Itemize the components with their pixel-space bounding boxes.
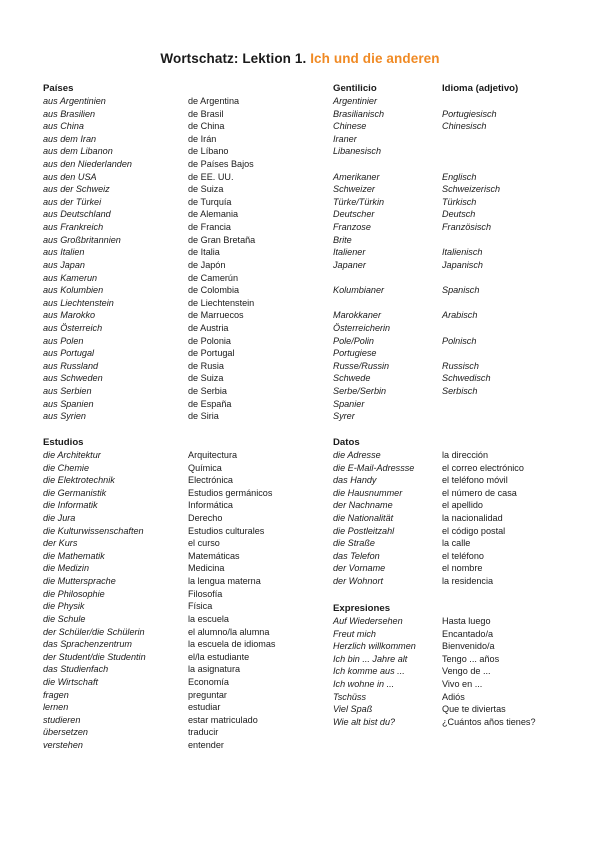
list-item <box>442 133 500 146</box>
list-item: Viel Spaß <box>333 704 373 715</box>
list-item: aus Italien <box>43 247 85 258</box>
list-item: Japaner <box>333 259 366 270</box>
list-item: die Medizin <box>43 563 89 574</box>
list-item: Herzlich willkommen <box>333 641 416 652</box>
list-item: entender <box>188 740 224 751</box>
list-item: Serbisch <box>442 386 478 397</box>
expresiones-german-list <box>333 615 416 728</box>
list-item: la dirección <box>442 450 488 460</box>
list-item: Englisch <box>442 171 477 182</box>
list-item: studieren <box>43 714 81 725</box>
list-item <box>442 234 500 247</box>
list-item: Kolumbianer <box>333 285 385 296</box>
list-item: Argentinier <box>333 96 377 106</box>
list-item: Chinesisch <box>442 121 487 132</box>
list-item: el/la estudiante <box>188 651 250 662</box>
list-item: de España <box>188 398 232 409</box>
list-item: de Polonia <box>188 335 231 346</box>
list-item: de EE. UU. <box>188 171 234 182</box>
list-item: de Líbano <box>188 146 229 157</box>
list-item: Arquitectura <box>188 450 238 460</box>
list-item: die E-Mail-Adressse <box>333 462 415 473</box>
list-item: der Student/die Studentin <box>43 651 146 662</box>
list-item: de Serbia <box>188 386 227 397</box>
list-item: aus Marokko <box>43 310 96 321</box>
list-item: Deutsch <box>442 209 476 220</box>
list-item: Brite <box>333 234 352 245</box>
list-item: el código postal <box>442 525 506 536</box>
list-item: die Architektur <box>43 450 101 460</box>
list-item: el número de casa <box>442 487 517 498</box>
list-item: aus Polen <box>43 335 84 346</box>
list-item: Marokkaner <box>333 310 382 321</box>
title-main: Wortschatz: Lektion 1. <box>160 51 307 66</box>
section-header-paises: Países <box>43 83 74 94</box>
column-header-idioma: Idioma (adjetivo) <box>442 83 519 94</box>
list-item: die Physik <box>43 601 85 612</box>
list-item: übersetzen <box>43 727 88 738</box>
list-item: la calle <box>442 538 471 549</box>
list-item: de Marruecos <box>188 310 244 321</box>
list-item: de Irán <box>188 133 217 144</box>
list-item: Schwede <box>333 373 371 384</box>
list-item <box>333 297 390 310</box>
list-item: el teléfono móvil <box>442 475 508 486</box>
list-item: Pole/Polin <box>333 335 374 346</box>
list-item: die Straße <box>333 538 375 549</box>
list-item: Syrer <box>333 411 355 422</box>
datos-spanish-list <box>442 449 524 588</box>
list-item <box>442 158 500 171</box>
list-item: de Brasil <box>188 108 224 119</box>
list-item: estudiar <box>188 702 221 713</box>
list-item: de Turquía <box>188 196 232 207</box>
list-item: Química <box>188 462 222 473</box>
list-item: Serbe/Serbin <box>333 386 387 397</box>
list-item: de Países Bajos <box>188 159 254 170</box>
list-item: aus Argentinien <box>43 96 106 106</box>
list-item: el correo electrónico <box>442 462 524 473</box>
list-item: Italienisch <box>442 247 483 258</box>
list-item: Encantado/a <box>442 628 494 639</box>
list-item: aus Schweden <box>43 373 103 384</box>
list-item <box>442 272 500 285</box>
list-item: Hasta luego <box>442 616 491 626</box>
list-item: die Jura <box>43 513 76 524</box>
paises-gentilicio-list <box>333 95 390 423</box>
list-item: la lengua materna <box>188 576 261 587</box>
list-item: aus Frankreich <box>43 222 104 233</box>
list-item: Portugiesisch <box>442 108 497 119</box>
list-item: ¿Cuántos años tienes? <box>442 716 536 727</box>
list-item: Wie alt bist du? <box>333 716 396 727</box>
list-item: Schweizer <box>333 184 375 195</box>
list-item: traducir <box>188 727 219 738</box>
list-item: die Elektrotechnik <box>43 475 115 486</box>
list-item: Italiener <box>333 247 366 258</box>
list-item: aus der Schweiz <box>43 184 110 195</box>
list-item: der Nachname <box>333 500 393 511</box>
section-header-datos: Datos <box>333 437 360 448</box>
list-item: Chinese <box>333 121 367 132</box>
list-item: aus Kolumbien <box>43 285 104 296</box>
list-item: Türkisch <box>442 196 477 207</box>
list-item: Vengo de ... <box>442 666 491 677</box>
list-item: Medicina <box>188 563 225 574</box>
list-item: aus den Niederlanden <box>43 159 132 170</box>
list-item: de Italia <box>188 247 220 258</box>
list-item: Spanier <box>333 398 365 409</box>
list-item: Bienvenido/a <box>442 641 495 652</box>
list-item: aus Kamerun <box>43 272 98 283</box>
list-item: Matemáticas <box>188 550 240 561</box>
list-item: aus Großbritannien <box>43 234 121 245</box>
list-item: de Gran Bretaña <box>188 234 256 245</box>
paises-spanish-list <box>188 95 255 423</box>
list-item: de Japón <box>188 259 226 270</box>
list-item: de Alemania <box>188 209 239 220</box>
list-item: der Wohnort <box>333 576 384 587</box>
list-item: Estudios germánicos <box>188 487 273 498</box>
list-item: aus Spanien <box>43 398 94 409</box>
list-item: Freut mich <box>333 628 376 639</box>
list-item: aus Österreich <box>43 322 103 333</box>
list-item: der Kurs <box>43 538 78 549</box>
list-item: die Informatik <box>43 500 98 511</box>
list-item: Derecho <box>188 513 223 524</box>
list-item: lernen <box>43 702 69 713</box>
list-item: la escuela de idiomas <box>188 639 276 650</box>
list-item: Spanisch <box>442 285 480 296</box>
list-item: Que te diviertas <box>442 704 506 715</box>
list-item <box>333 158 390 171</box>
list-item: die Germanistik <box>43 487 107 498</box>
list-item: de Liechtenstein <box>188 297 255 308</box>
list-item: Economía <box>188 676 229 687</box>
section-header-expresiones: Expresiones <box>333 603 391 614</box>
list-item: Estudios culturales <box>188 525 265 536</box>
list-item: el curso <box>188 538 220 549</box>
list-item: Electrónica <box>188 475 233 486</box>
list-item: die Mathematik <box>43 550 105 561</box>
list-item: das Sprachenzentrum <box>43 639 132 650</box>
list-item: Franzose <box>333 222 371 233</box>
expresiones-spanish-list <box>442 615 536 728</box>
list-item: Arabisch <box>442 310 478 321</box>
list-item: Brasilianisch <box>333 108 385 119</box>
list-item: fragen <box>43 689 69 700</box>
list-item <box>442 398 500 411</box>
list-item: das Handy <box>333 475 377 486</box>
column-header-gentilicio: Gentilicio <box>333 83 377 94</box>
paises-idioma-list <box>442 95 500 423</box>
list-item: de Rusia <box>188 360 224 371</box>
list-item <box>442 347 500 360</box>
list-item: de Francia <box>188 222 231 233</box>
list-item: Filosofía <box>188 588 223 599</box>
list-item: Österreicherin <box>333 322 391 333</box>
list-item <box>333 272 390 285</box>
list-item: die Wirtschaft <box>43 676 99 687</box>
list-item: Schweizerisch <box>442 184 501 195</box>
datos-german-list <box>333 449 414 588</box>
list-item: el nombre <box>442 563 483 574</box>
list-item: de Camerún <box>188 272 239 283</box>
list-item: de Suiza <box>188 373 224 384</box>
list-item: Tengo ... años <box>442 653 500 664</box>
list-item: el teléfono <box>442 550 484 561</box>
list-item: aus Brasilien <box>43 108 96 119</box>
list-item: Adiós <box>442 691 465 702</box>
list-item: Schwedisch <box>442 373 491 384</box>
list-item: die Postleitzahl <box>333 525 395 536</box>
list-item: Ich wohne in ... <box>333 679 395 690</box>
list-item: Iraner <box>333 133 357 144</box>
list-item: das Studienfach <box>43 664 109 675</box>
list-item: de Siria <box>188 411 219 422</box>
list-item: Ich bin ... Jahre alt <box>333 653 408 664</box>
list-item: die Kulturwissenschaften <box>43 525 144 536</box>
list-item: die Chemie <box>43 462 89 473</box>
list-item: Libanesisch <box>333 146 382 157</box>
list-item: estar matriculado <box>188 714 258 725</box>
list-item: Polnisch <box>442 335 477 346</box>
list-item: aus China <box>43 121 84 132</box>
list-item: aus der Türkei <box>43 196 102 207</box>
list-item: aus den USA <box>43 171 97 182</box>
list-item: aus Syrien <box>43 411 86 422</box>
list-item: preguntar <box>188 689 227 700</box>
list-item: die Muttersprache <box>43 576 116 587</box>
list-item: Deutscher <box>333 209 375 220</box>
list-item <box>442 145 500 158</box>
paises-german-list <box>43 95 132 423</box>
list-item: Auf Wiedersehen <box>333 616 403 626</box>
list-item: aus dem Iran <box>43 133 97 144</box>
list-item: die Hausnummer <box>333 487 403 498</box>
list-item: aus Deutschland <box>43 209 111 220</box>
list-item: Física <box>188 601 213 612</box>
estudios-spanish-list <box>188 449 275 752</box>
list-item: die Philosophie <box>43 588 105 599</box>
list-item: Französisch <box>442 222 492 233</box>
list-item: aus Japan <box>43 259 85 270</box>
list-item: de Colombia <box>188 285 240 296</box>
title-accent: Ich und die anderen <box>310 51 440 66</box>
list-item: Tschüss <box>333 691 367 702</box>
list-item: Japanisch <box>442 259 483 270</box>
list-item <box>442 95 500 108</box>
list-item: die Nationalität <box>333 513 394 524</box>
list-item: la nacionalidad <box>442 513 503 524</box>
list-item: de Argentina <box>188 96 240 106</box>
list-item: la asignatura <box>188 664 241 675</box>
list-item: die Schule <box>43 613 86 624</box>
list-item: aus Portugal <box>43 348 95 359</box>
list-item: Amerikaner <box>333 171 380 182</box>
list-item: verstehen <box>43 740 83 751</box>
list-item: Informática <box>188 500 233 511</box>
estudios-german-list <box>43 449 146 752</box>
list-item: el apellido <box>442 500 483 511</box>
list-item: aus Liechtenstein <box>43 297 114 308</box>
list-item: die Adresse <box>333 450 381 460</box>
list-item: das Telefon <box>333 550 380 561</box>
page-title <box>0 51 600 66</box>
list-item: Russisch <box>442 360 479 371</box>
list-item <box>442 297 500 310</box>
list-item <box>442 410 500 423</box>
section-header-estudios: Estudios <box>43 437 84 448</box>
list-item: aus Russland <box>43 360 99 371</box>
list-item: Portugiese <box>333 348 377 359</box>
list-item <box>442 322 500 335</box>
list-item: Russe/Russin <box>333 360 390 371</box>
list-item: der Vorname <box>333 563 386 574</box>
list-item: aus Serbien <box>43 386 92 397</box>
list-item: Türke/Türkin <box>333 196 385 207</box>
list-item: Ich komme aus ... <box>333 666 405 677</box>
list-item: de China <box>188 121 225 132</box>
list-item: Vivo en ... <box>442 679 483 690</box>
list-item: de Suiza <box>188 184 224 195</box>
list-item: der Schüler/die Schülerin <box>43 626 145 637</box>
list-item: el alumno/la alumna <box>188 626 270 637</box>
list-item: la residencia <box>442 576 494 587</box>
list-item: de Portugal <box>188 348 235 359</box>
list-item: aus dem Libanon <box>43 146 113 157</box>
list-item: de Austria <box>188 322 229 333</box>
list-item: la escuela <box>188 613 229 624</box>
